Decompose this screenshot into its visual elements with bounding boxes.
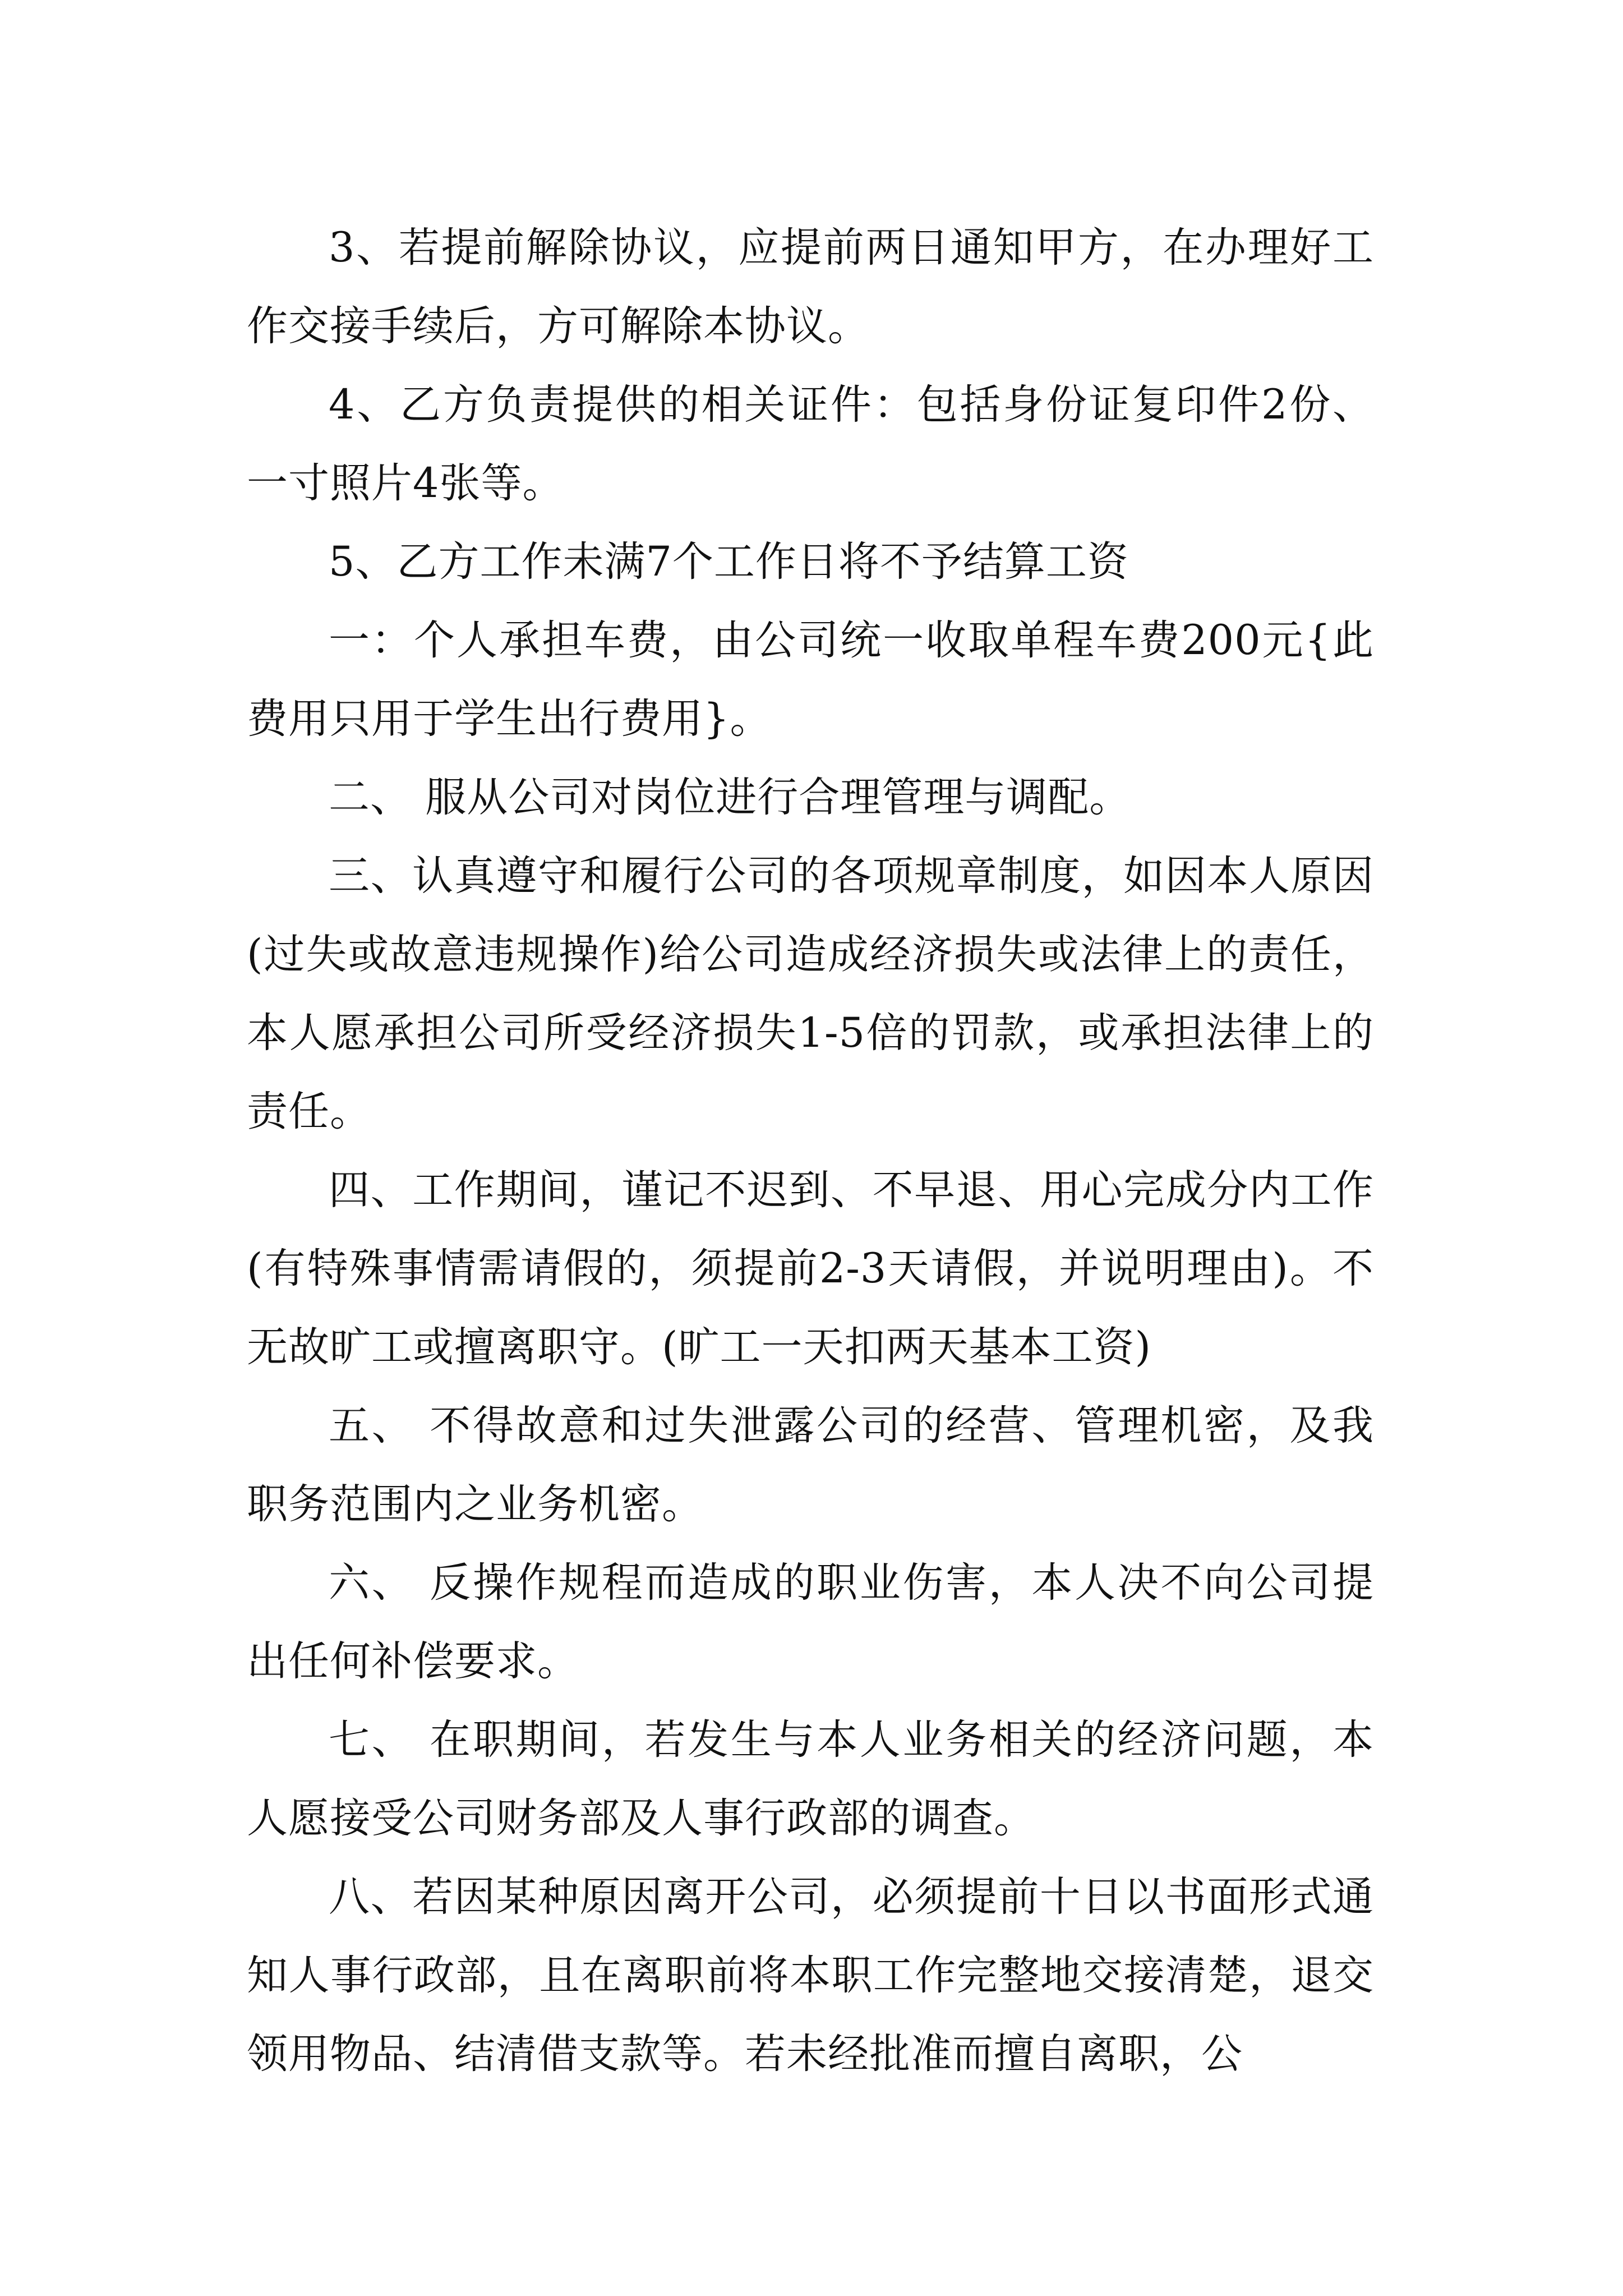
document-body [247, 209, 1374, 2093]
paragraph-clause-3: 3、若提前解除协议，应提前两日通知甲方，在办理好工作交接手续后，方可解除本协议。 [247, 224, 1374, 350]
paragraph-clause-5: 5、乙方工作未满7个工作日将不予结算工资 [329, 538, 1129, 586]
paragraph-clause-4: 4、乙方负责提供的相关证件：包括身份证复印件2份、一寸照片4张等。 [247, 381, 1374, 507]
paragraph-item-1: 一：个人承担车费，由公司统一收取单程车费200元{此费用只用于学生出行费用}。 [247, 616, 1374, 743]
paragraph-item-8: 八、若因某种原因离开公司，必须提前十日以书面形式通知人事行政部，且在离职前将本职工作完整地交接清楚，退交领用物品、结清借支款等。若未经批准而擅自离职，公 [247, 1873, 1374, 2078]
paragraph-item-4: 四、工作期间，谨记不迟到、不早退、用心完成分内工作(有特殊事情需请假的，须提前2-3天请假，并说明理由)。不无故旷工或擅离职守。(旷工一天扣两天基本工资) [247, 1166, 1374, 1371]
paragraph-item-6: 六、 反操作规程而造成的职业伤害，本人决不向公司提出任何补偿要求。 [247, 1559, 1374, 1685]
paragraph-item-5: 五、 不得故意和过失泄露公司的经营、管理机密，及我职务范围内之业务机密。 [247, 1402, 1374, 1528]
paragraph-item-7: 七、 在职期间，若发生与本人业务相关的经济问题，本人愿接受公司财务部及人事行政部的调查。 [247, 1716, 1374, 1842]
paragraph-item-2: 二、 服从公司对岗位进行合理管理与调配。 [329, 774, 1131, 821]
paragraph-item-3: 三、认真遵守和履行公司的各项规章制度，如因本人原因(过失或故意违规操作)给公司造成经济损失或法律上的责任，本人愿承担公司所受经济损失1-5倍的罚款，或承担法律上的责任。 [247, 852, 1374, 1135]
